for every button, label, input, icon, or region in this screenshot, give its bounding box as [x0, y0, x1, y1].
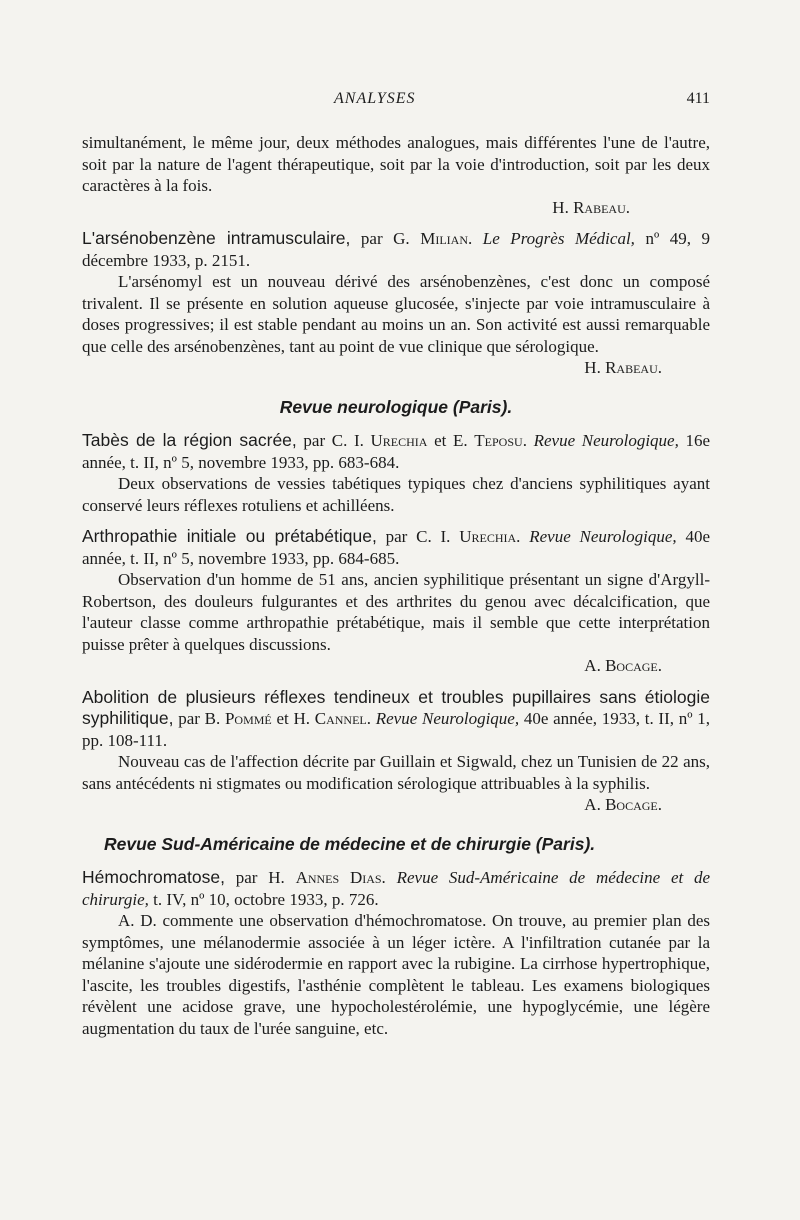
article-title: Hémochromatose, — [82, 867, 225, 887]
article-text: A. D. commente une observation d'hémochromatose. On trouve, au premier plan des symptômes, une mélanodermie associée à un léger ictère. A l'infiltration cutanée par la mélanine s'ajoute une sidérodermie en rapport avec la rubigine. La cirrhose hypertrophique, l'ascite, les troubles digestifs, l'asthénie complètent le tableau. Les examens biologiques révèlent une acidose grave, une hypocholestérolémie, une hypoglycémie, une légère augmentation du taux de l'urée sanguine, etc. — [82, 911, 710, 1038]
signature: H. Rabeau. — [552, 197, 630, 217]
article-title: Abolition de plusieurs réflexes tendineux et troubles pupillaires sans étiologie syphilitique, — [82, 686, 710, 728]
signature: H. Rabeau. — [584, 358, 662, 377]
page-body — [82, 132, 710, 1039]
article-and: et H. — [276, 709, 311, 728]
article-by: par H. — [235, 868, 285, 887]
article-by: par C. I. — [303, 431, 364, 450]
running-head-title: ANALYSES — [334, 90, 416, 107]
article-title: L'arsénobenzène intramusculaire, — [82, 228, 351, 248]
article-reference: t. IV, nº 10, octobre 1933, p. 726. — [153, 889, 379, 909]
article-text: Deux observations de vessies tabétiques typiques chez d'anciens syphilitiques ayant conservé leurs réflexes rotuliens et achilléens. — [82, 474, 710, 515]
article-reference: 16e année, t. II, nº 5, novembre 1933, pp. 683-684. — [82, 431, 711, 472]
article-heading — [82, 526, 710, 569]
article-text: Observation d'un homme de 51 ans, ancien syphilitique présentant un signe d'Argyll-Robertson, des douleurs fulgurantes et des arthrites du genou avec décalcification, que l'auteur classe comme arthropathie prétabétique, mais il semble que cette interprétation puisse prêter à quelques discussions. — [82, 570, 710, 654]
article-title: Arthropathie initiale ou prétabétique, — [82, 526, 377, 546]
article-heading — [82, 687, 710, 752]
article-heading — [82, 430, 710, 473]
article-by: par B. — [178, 709, 221, 728]
article-journal: Revue Neurologique, — [375, 709, 520, 728]
article-heading — [82, 867, 710, 910]
article-heading — [82, 228, 710, 271]
section-heading: Revue neurologique (Paris). — [279, 396, 513, 417]
article-text: L'arsénomyl est un nouveau dérivé des arsénobenzènes, c'est donc un composé trivalent. Il se présente en solution aqueuse glucosée, s'injecte par voie intramusculaire à doses progressives; il est stable pendant au moins un an. Son activité est aussi remarquable que celle des arsénobenzènes, tant au point de vue clinique que sérologique. — [82, 272, 710, 356]
intro-paragraph: simultanément, le même jour, deux méthodes analogues, mais différentes l'une de l'autre, soit par la nature de l'agent thérapeutique, soit par la voie d'introduction, soit par les deux caractères à la fois. — [82, 133, 710, 195]
article-reference: 40e année, t. II, nº 5, novembre 1933, pp. 684-685. — [82, 527, 710, 568]
article-author: Teposu. — [474, 431, 527, 450]
article-author: Annes Dias. — [295, 868, 386, 887]
article-author: Urechia — [370, 431, 428, 450]
article-journal: Revue Neurologique, — [533, 431, 679, 450]
article-by: par G. — [360, 229, 410, 248]
signature: A. Bocage. — [584, 656, 662, 675]
section-heading: Revue Sud-Américaine de médecine et de chirurgie (Paris). — [104, 833, 596, 854]
article-journal: Le Progrès Médical, — [482, 229, 635, 248]
signature: A. Bocage. — [584, 795, 662, 814]
article-author: Milian. — [420, 229, 473, 248]
article-reference: nº 49, 9 décembre 1933, p. 2151. — [82, 229, 711, 270]
page-number: 411 — [686, 90, 710, 107]
article-author: Cannel. — [314, 709, 371, 728]
running-head — [82, 88, 710, 112]
article-and: et E. — [434, 431, 468, 450]
article-by: par C. I. — [385, 527, 451, 546]
article-author: Pommé — [224, 709, 272, 728]
article-journal: Revue Neurologique, — [529, 527, 677, 546]
article-text: Nouveau cas de l'affection décrite par Guillain et Sigwald, chez un Tunisien de 22 ans, sans antécédents ni stigmates ou modification sérologique attribuables à la syphilis. — [82, 752, 710, 793]
article-journal: Revue Sud-Américaine de médecine et de chirurgie, — [82, 868, 711, 909]
article-author: Urechia. — [459, 527, 521, 546]
article-title: Tabès de la région sacrée, — [82, 430, 297, 450]
article-reference: 40e année, 1933, t. II, nº 1, pp. 108-111. — [82, 709, 710, 750]
